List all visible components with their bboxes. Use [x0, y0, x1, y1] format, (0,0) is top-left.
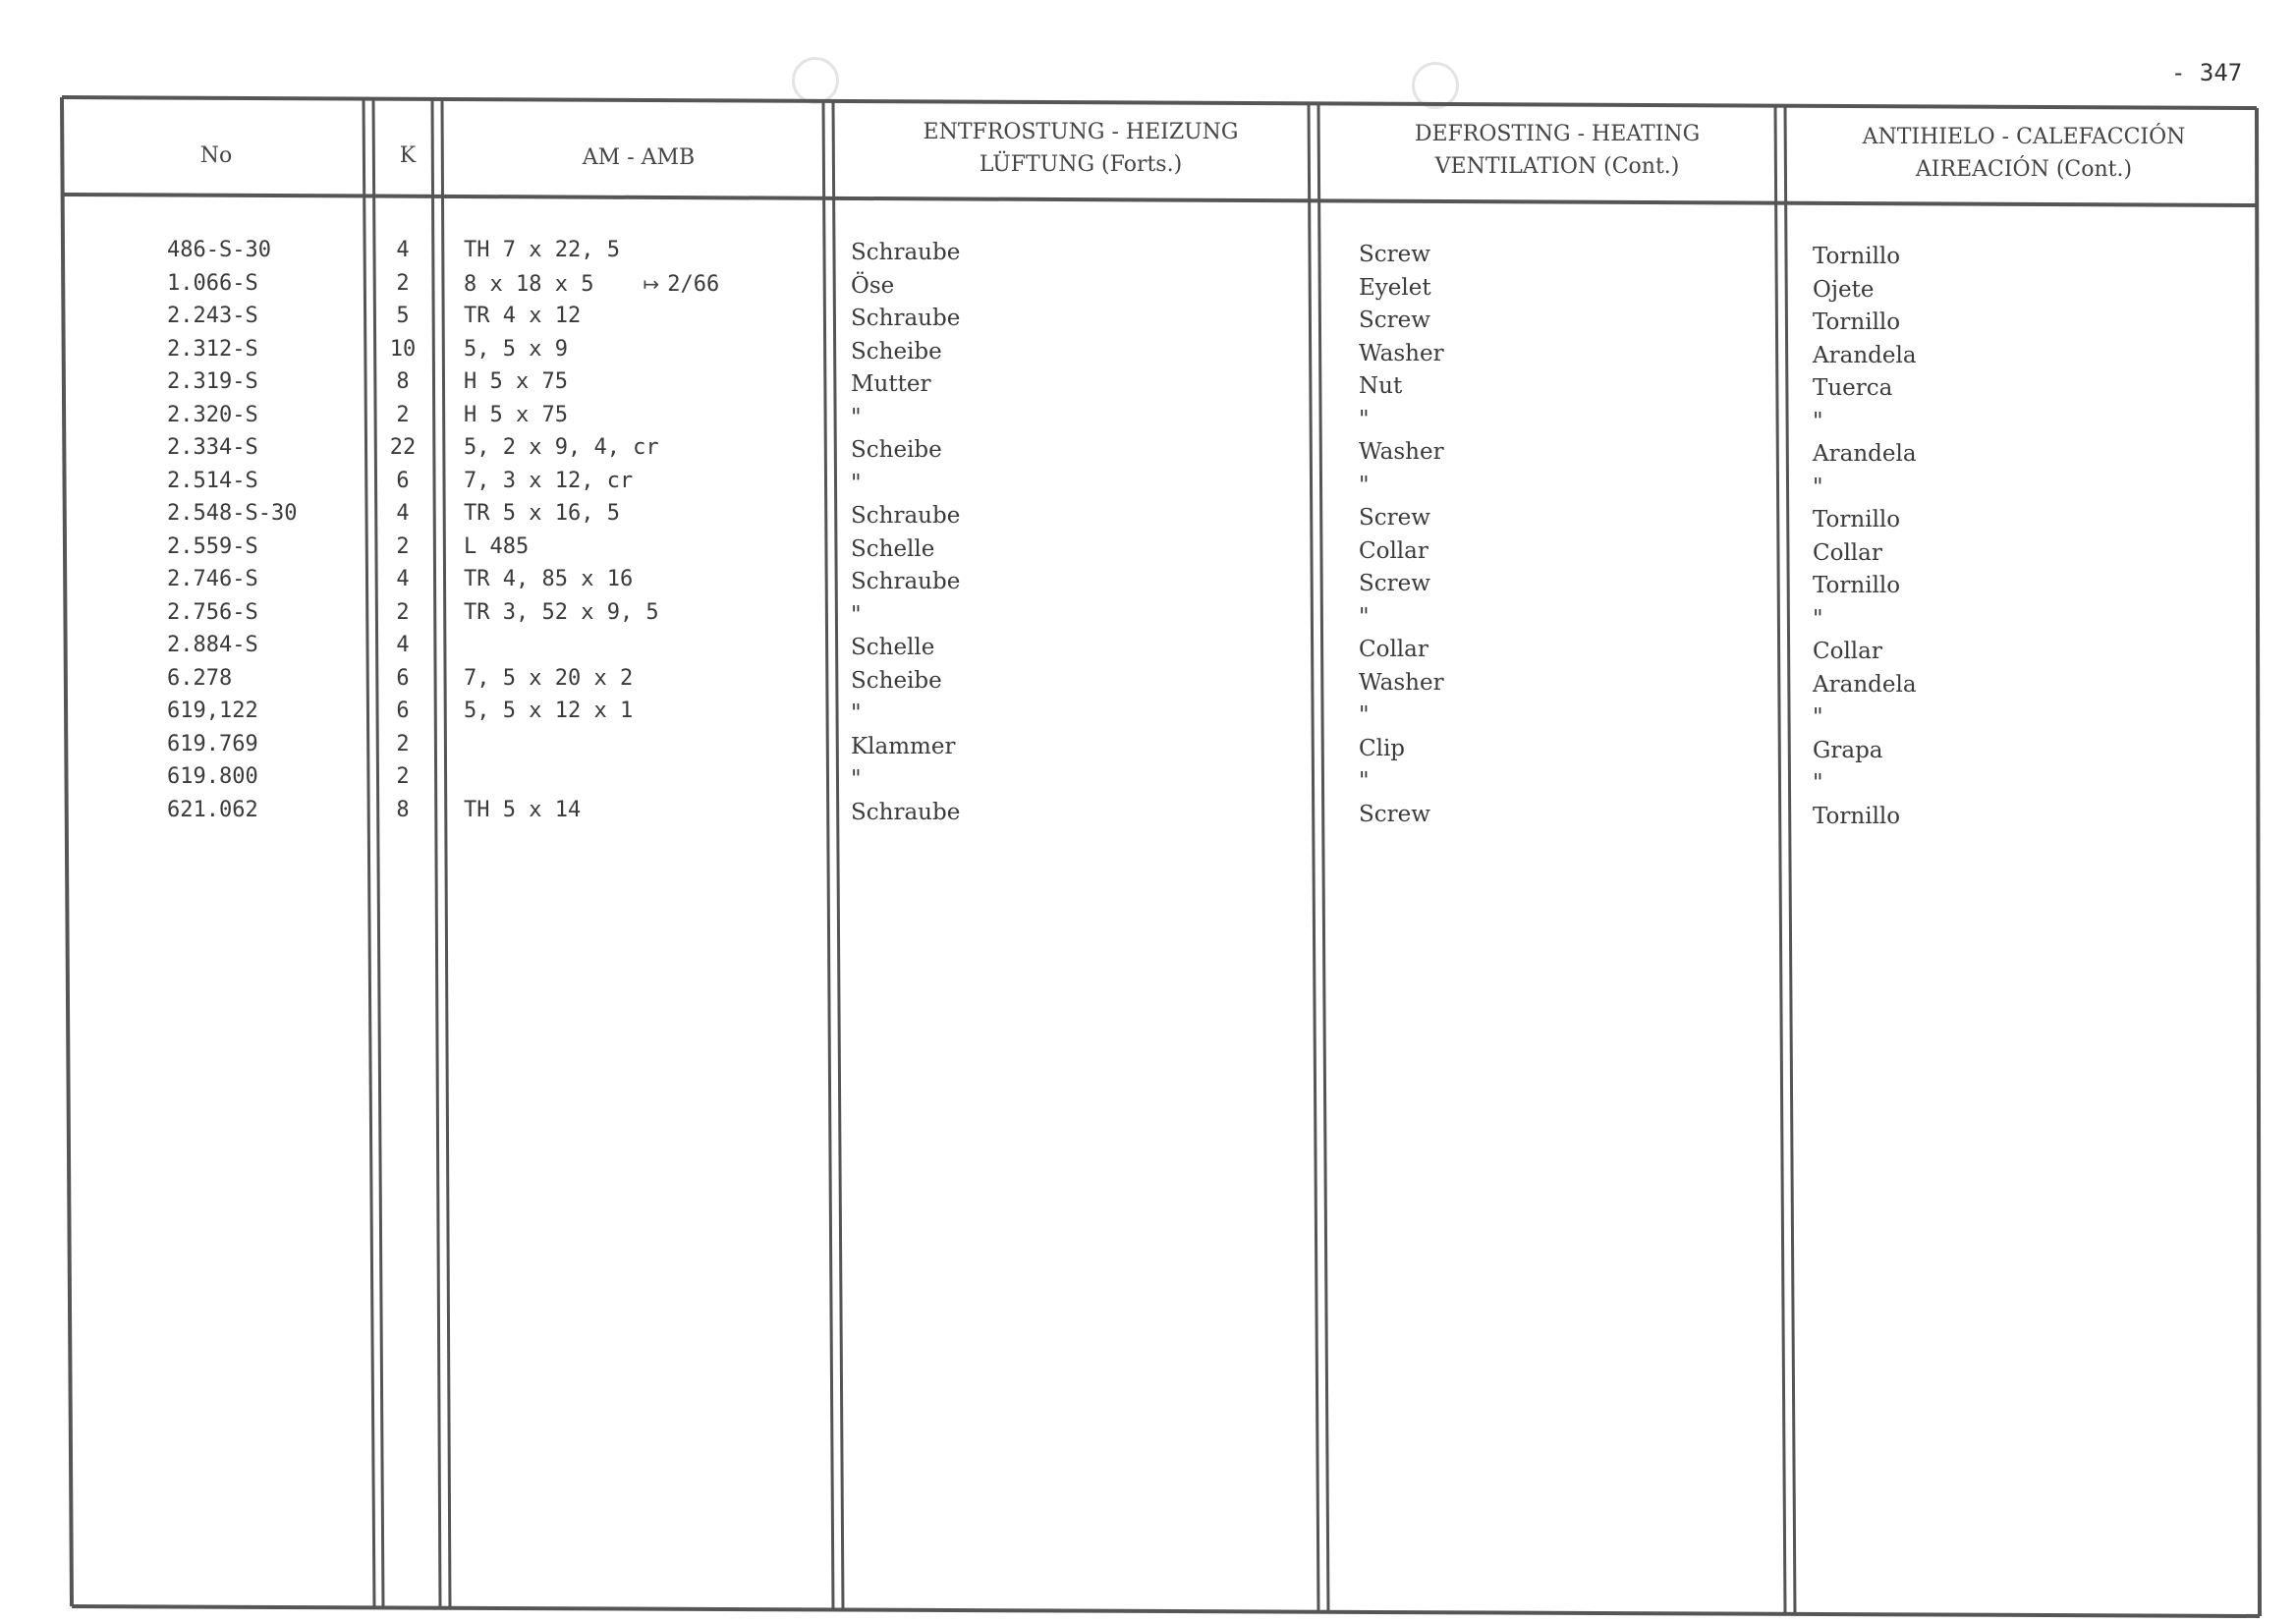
cell-es	[1813, 538, 1882, 568]
cell-de	[851, 238, 960, 267]
column-divider	[823, 101, 833, 1610]
cell-no	[167, 236, 271, 265]
cell-de	[851, 435, 942, 465]
cell-en-text: "	[1359, 406, 1370, 432]
cell-k	[373, 598, 432, 628]
cell-en-text: "	[1359, 472, 1370, 498]
cell-en-text: Screw	[1359, 242, 1430, 267]
header-german-line-1: ENTFROSTUNG - HEIZUNG	[923, 120, 1239, 144]
cell-k	[373, 401, 432, 430]
cell-k-text: 6	[396, 665, 410, 691]
table-left-border	[62, 97, 72, 1606]
cell-en-text: Screw	[1359, 801, 1430, 827]
header-english	[1326, 118, 1788, 183]
column-divider	[833, 101, 843, 1610]
cell-k-text: 2	[396, 533, 410, 559]
cell-am-text: TR 4 x 12	[464, 304, 582, 328]
cell-en-text: Screw	[1359, 308, 1430, 333]
cell-de-text: "	[851, 404, 862, 430]
cell-en	[1359, 536, 1428, 566]
cell-de	[851, 567, 960, 596]
header-separator	[64, 195, 2257, 205]
cell-am	[464, 236, 620, 265]
cell-de-text: Schraube	[851, 240, 961, 265]
cell-es-text: Arandela	[1813, 671, 1917, 698]
cell-de-text: Scheibe	[851, 338, 942, 364]
cell-no	[167, 598, 258, 628]
cell-k-text: 6	[396, 468, 410, 493]
cell-es-text: "	[1813, 408, 1823, 434]
column-divider	[1318, 103, 1328, 1612]
cell-k	[373, 565, 432, 594]
cell-de-text: Schraube	[851, 799, 961, 825]
cell-k	[373, 499, 432, 529]
cell-k-text: 4	[396, 501, 410, 526]
cell-no-text: 6.278	[167, 665, 233, 691]
cell-es-text: Tornillo	[1813, 309, 1901, 335]
cell-de-text: "	[851, 601, 862, 628]
cell-k	[373, 269, 432, 299]
cell-es	[1813, 473, 1823, 502]
reference-note-text: 2/66	[667, 271, 720, 297]
cell-es-text: "	[1813, 704, 1823, 730]
cell-de-text: Scheibe	[851, 437, 942, 463]
cell-en-text: "	[1359, 702, 1370, 728]
header-spanish-line-2: AIREACIÓN (Cont.)	[1915, 157, 2133, 182]
cell-es-text: "	[1813, 474, 1823, 500]
cell-es	[1813, 670, 1917, 700]
cell-en	[1359, 602, 1370, 632]
cell-en-text: Screw	[1359, 571, 1430, 596]
cell-en-text: Nut	[1359, 373, 1403, 399]
cell-de-text: "	[851, 700, 862, 726]
cell-k	[373, 367, 432, 397]
cell-es-text: Ojete	[1813, 276, 1875, 303]
cell-no-text: 2.319-S	[167, 369, 258, 394]
cell-no	[167, 697, 258, 726]
cell-es	[1813, 242, 1900, 271]
cell-es	[1813, 736, 1883, 765]
cell-k	[373, 730, 432, 759]
cell-am-text: H 5 x 75	[464, 369, 568, 394]
cell-am	[464, 532, 529, 562]
cell-k	[373, 433, 432, 463]
cell-am-text: L 485	[464, 533, 530, 559]
cell-es	[1813, 341, 1917, 370]
cell-en-text: "	[1359, 603, 1370, 630]
cell-k-text: 2	[396, 599, 410, 625]
cell-no	[167, 664, 232, 694]
cell-k-text: 4	[396, 567, 410, 591]
cell-en	[1359, 668, 1444, 698]
cell-de	[851, 600, 862, 630]
cell-no-text: 619.769	[167, 731, 258, 756]
cell-k	[373, 664, 432, 694]
cell-de	[851, 798, 960, 827]
cell-de-text: Öse	[851, 272, 895, 299]
header-am	[472, 141, 806, 174]
cell-am	[464, 499, 620, 529]
cell-en-text: Screw	[1359, 505, 1430, 531]
column-divider	[1775, 105, 1785, 1614]
cell-am-text: H 5 x 75	[464, 402, 568, 427]
cell-es	[1813, 571, 1900, 600]
table-top-border	[62, 97, 2257, 108]
header-german	[845, 116, 1316, 181]
header-spanish-line-1: ANTIHIELO - CALEFACCIÓN	[1862, 125, 2186, 149]
cell-en	[1359, 503, 1430, 532]
column-divider	[1785, 105, 1795, 1614]
cell-es-text: Tornillo	[1813, 507, 1901, 532]
cell-am	[464, 367, 568, 397]
cell-es-text: Tornillo	[1813, 803, 1901, 829]
cell-no	[167, 302, 258, 331]
header-german-line-2: LÜFTUNG (Forts.)	[979, 152, 1183, 177]
cell-en	[1359, 471, 1370, 500]
cell-am	[464, 302, 581, 331]
cell-es-text: Tuerca	[1813, 375, 1893, 401]
cell-no	[167, 532, 258, 562]
column-divider	[432, 99, 440, 1608]
cell-en	[1359, 306, 1430, 335]
cell-no-text: 2.559-S	[167, 533, 258, 559]
cell-es	[1813, 308, 1900, 337]
arrow-reference-icon: ↦	[643, 271, 660, 296]
cell-k-text: 6	[396, 699, 410, 723]
column-divider	[442, 99, 450, 1608]
cell-no-text: 2.884-S	[167, 633, 258, 657]
cell-k	[373, 762, 432, 792]
cell-no	[167, 433, 258, 463]
cell-en	[1359, 437, 1444, 467]
cell-k-text: 10	[389, 336, 417, 362]
cell-no	[167, 631, 258, 660]
cell-es	[1813, 439, 1917, 469]
cell-no	[167, 796, 258, 825]
cell-en	[1359, 240, 1430, 269]
cell-am-text: 5, 2 x 9, 4, cr	[464, 435, 659, 460]
cell-k	[373, 302, 432, 331]
cell-es	[1813, 637, 1882, 666]
cell-de	[851, 337, 942, 366]
cell-am	[464, 269, 719, 300]
cell-am-text: TR 5 x 16, 5	[464, 501, 620, 526]
header-no-label: No	[199, 143, 233, 168]
cell-de-text: Schelle	[851, 635, 935, 660]
header-am-label: AM - AMB	[582, 145, 696, 170]
cell-no-text: 2.320-S	[167, 402, 258, 427]
header-english-line-1: DEFROSTING - HEATING	[1414, 122, 1701, 146]
cell-no-text: 621.062	[167, 797, 258, 822]
cell-de-text: Scheibe	[851, 667, 942, 694]
column-divider	[1309, 103, 1318, 1612]
cell-es	[1813, 802, 1900, 831]
cell-es-text: "	[1813, 770, 1823, 796]
cell-de	[851, 534, 934, 564]
cell-no	[167, 401, 258, 430]
cell-en	[1359, 371, 1402, 401]
cell-am	[464, 335, 568, 364]
cell-k	[373, 532, 432, 562]
cell-am-text: TR 4, 85 x 16	[464, 567, 634, 591]
cell-en	[1359, 405, 1370, 434]
cell-no	[167, 762, 258, 792]
cell-es-text: "	[1813, 605, 1823, 632]
cell-no-text: 2.334-S	[167, 435, 258, 460]
cell-k	[373, 335, 432, 364]
cell-es-text: Grapa	[1813, 737, 1883, 763]
page-number: - 347	[2171, 59, 2243, 86]
cell-de	[851, 732, 955, 761]
cell-no	[167, 499, 297, 529]
cell-en	[1359, 635, 1428, 664]
cell-no	[167, 565, 258, 594]
cell-am	[464, 401, 568, 430]
cell-k	[373, 236, 432, 265]
cell-am-text: TR 3, 52 x 9, 5	[464, 599, 659, 625]
cell-de-text: "	[851, 766, 862, 792]
cell-k-text: 22	[389, 435, 417, 460]
cell-de	[851, 369, 930, 399]
cell-no-text: 2.548-S-30	[167, 501, 298, 526]
cell-en-text: Collar	[1359, 537, 1428, 564]
header-k	[383, 140, 432, 172]
cell-en-text: Eyelet	[1359, 274, 1431, 301]
cell-en	[1359, 766, 1370, 796]
cell-k	[373, 697, 432, 726]
cell-es-text: Collar	[1813, 639, 1882, 664]
cell-en	[1359, 273, 1431, 303]
cell-am	[464, 467, 633, 496]
cell-am-text: 7, 3 x 12, cr	[464, 468, 634, 493]
cell-k-text: 8	[396, 369, 410, 394]
cell-am	[464, 598, 659, 628]
cell-es-text: Tornillo	[1813, 244, 1901, 269]
cell-no-text: 2.746-S	[167, 567, 258, 591]
cell-en-text: Washer	[1359, 669, 1444, 696]
cell-am	[464, 796, 581, 825]
cell-k-text: 5	[396, 304, 410, 328]
cell-en	[1359, 800, 1430, 829]
cell-no-text: 2.756-S	[167, 599, 258, 625]
cell-k-text: 2	[396, 764, 410, 789]
cell-es-text: Arandela	[1813, 342, 1917, 368]
header-spanish	[1798, 121, 2250, 186]
cell-no-text: 619,122	[167, 699, 258, 723]
cell-am-text: TH 5 x 14	[464, 797, 582, 822]
cell-no-text: 486-S-30	[167, 238, 271, 262]
cell-es	[1813, 604, 1823, 634]
cell-en-text: Washer	[1359, 340, 1444, 366]
cell-en-text: Washer	[1359, 439, 1444, 465]
cell-am	[464, 697, 633, 726]
cell-de-text: Schelle	[851, 535, 935, 562]
cell-en-text: "	[1359, 768, 1370, 794]
cell-es-text: Collar	[1813, 539, 1882, 566]
cell-k	[373, 796, 432, 825]
cell-no-text: 1.066-S	[167, 270, 258, 296]
cell-de	[851, 699, 862, 728]
cell-de	[851, 666, 942, 696]
cell-en	[1359, 734, 1405, 763]
cell-de	[851, 403, 862, 432]
cell-es-text: Tornillo	[1813, 573, 1901, 598]
cell-en	[1359, 700, 1370, 730]
cell-es	[1813, 373, 1892, 403]
cell-no-text: 2.243-S	[167, 304, 258, 328]
cell-no	[167, 730, 258, 759]
table-bottom-border	[72, 1606, 2260, 1616]
cell-no-text: 2.312-S	[167, 336, 258, 362]
cell-es	[1813, 505, 1900, 534]
cell-k-text: 2	[396, 270, 410, 296]
cell-en	[1359, 569, 1430, 598]
table-right-border	[2257, 108, 2260, 1616]
cell-en-text: Collar	[1359, 637, 1428, 662]
header-k-label: K	[399, 143, 417, 168]
cell-de-text: Mutter	[851, 371, 931, 397]
cell-de-text: "	[851, 470, 862, 496]
cell-k	[373, 631, 432, 660]
cell-no	[167, 467, 258, 496]
cell-k-text: 4	[396, 633, 410, 657]
cell-am-text: 7, 5 x 20 x 2	[464, 665, 634, 691]
cell-de	[851, 764, 862, 794]
cell-k-text: 2	[396, 731, 410, 756]
cell-am-text: TH 7 x 22, 5	[464, 238, 620, 262]
cell-no	[167, 367, 258, 397]
cell-am-text: 5, 5 x 9	[464, 336, 568, 362]
cell-de-text: Klammer	[851, 733, 956, 759]
cell-es	[1813, 407, 1823, 436]
cell-de-text: Schraube	[851, 503, 961, 529]
cell-de-text: Schraube	[851, 569, 961, 594]
cell-es-text: Arandela	[1813, 441, 1917, 467]
cell-k-text: 8	[396, 797, 410, 822]
cell-k	[373, 467, 432, 496]
header-english-line-2: VENTILATION (Cont.)	[1434, 154, 1680, 179]
cell-es	[1813, 702, 1823, 732]
cell-k-text: 4	[396, 238, 410, 262]
cell-no-text: 619.800	[167, 764, 258, 789]
cell-no-text: 2.514-S	[167, 468, 258, 493]
cell-de-text: Schraube	[851, 306, 961, 331]
cell-es	[1813, 275, 1874, 305]
cell-no	[167, 269, 258, 299]
cell-en-text: Clip	[1359, 735, 1406, 761]
cell-am-text: 5, 5 x 12 x 1	[464, 699, 634, 723]
cell-de	[851, 271, 894, 301]
cell-es	[1813, 768, 1823, 798]
cell-am-text: 8 x 18 x 5	[464, 271, 594, 297]
cell-no	[167, 335, 258, 364]
cell-am	[464, 433, 659, 463]
cell-de	[851, 501, 960, 531]
cell-am	[464, 664, 633, 694]
cell-am	[464, 565, 633, 594]
cell-de	[851, 633, 934, 662]
cell-k-text: 2	[396, 402, 410, 427]
cell-de	[851, 469, 862, 498]
cell-de	[851, 304, 960, 333]
reference-note	[643, 269, 719, 300]
cell-en	[1359, 339, 1444, 368]
header-no	[147, 140, 285, 172]
